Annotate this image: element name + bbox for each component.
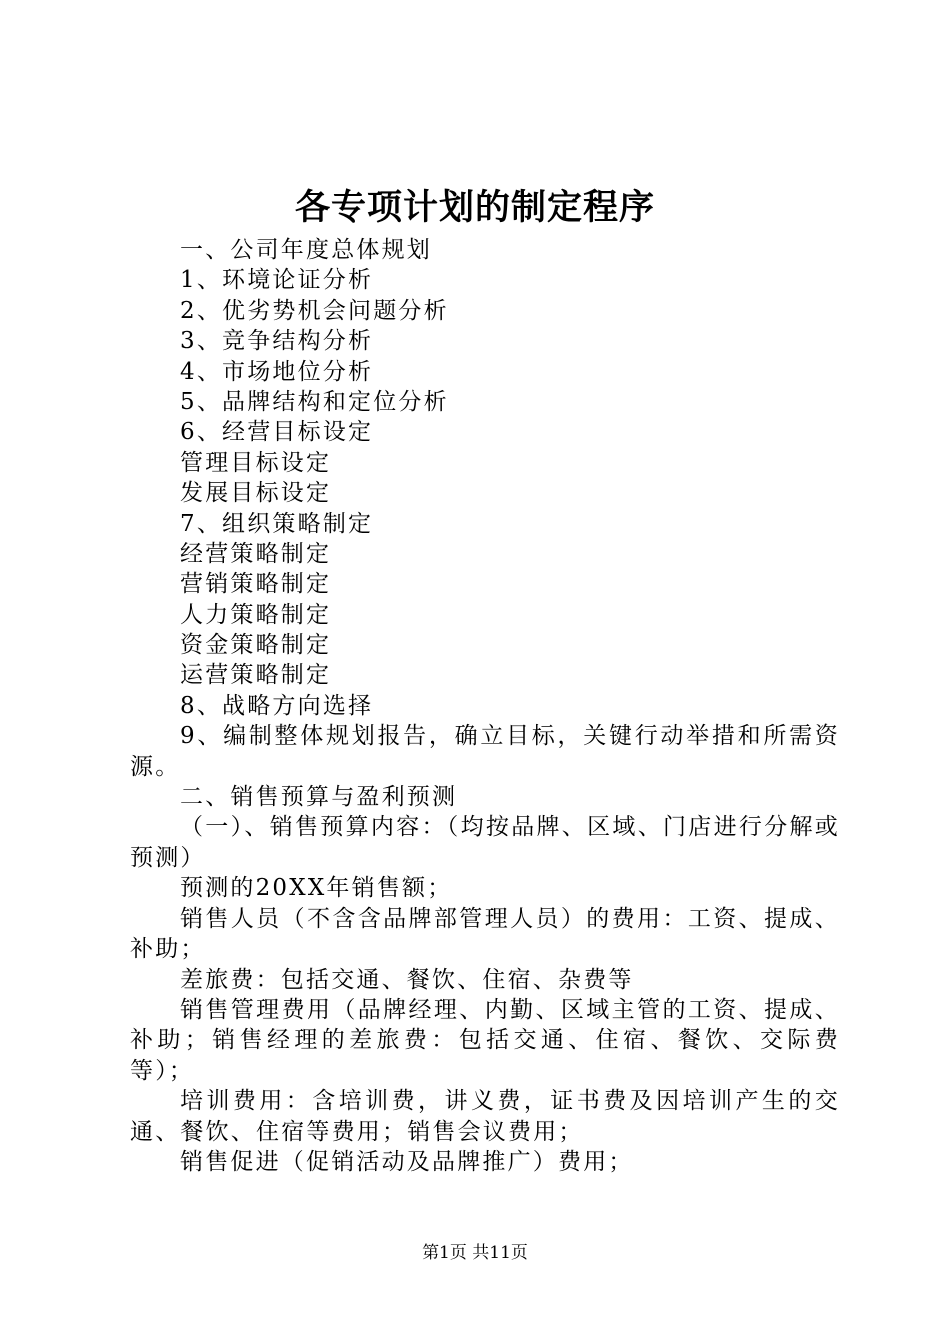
list-item: 1、环境论证分析 xyxy=(180,267,374,294)
list-item: 6、经营目标设定 xyxy=(180,419,374,446)
list-item: 4、市场地位分析 xyxy=(180,358,374,385)
paragraph: 差旅费：包括交通、餐饮、住宿、杂费等 xyxy=(180,966,634,993)
paragraph: 销售促进（促销活动及品牌推广）费用； xyxy=(180,1148,634,1175)
sub-item: 运营策略制定 xyxy=(180,662,332,689)
document-body xyxy=(130,235,840,1177)
paragraph: 培训费用：含培训费，讲义费，证书费及因培训产生的交通、餐饮、住宿等费用；销售会议费用； xyxy=(130,1088,840,1145)
sub-item: 管理目标设定 xyxy=(180,449,332,476)
sub-item: 资金策略制定 xyxy=(180,632,332,659)
list-item: 2、优劣势机会问题分析 xyxy=(180,297,449,324)
sub-item: 营销策略制定 xyxy=(180,571,332,598)
paragraph: 销售人员（不含含品牌部管理人员）的费用：工资、提成、补助； xyxy=(130,905,840,963)
page-footer: 第1页 共11页 xyxy=(422,1243,528,1263)
paragraph: 9、编制整体规划报告，确立目标，关键行动举措和所需资源。 xyxy=(130,723,840,780)
list-item: 7、组织策略制定 xyxy=(180,510,374,537)
section-heading: 一、公司年度总体规划 xyxy=(180,237,432,263)
paragraph: 销售管理费用（品牌经理、内勤、区域主管的工资、提成、补助；销售经理的差旅费：包括交通、住宿、餐饮、交际费等）； xyxy=(130,996,840,1084)
sub-item: 人力策略制定 xyxy=(180,601,332,628)
document-title: 各专项计划的制定程序 xyxy=(294,187,655,228)
paragraph: 预测的20XX年销售额； xyxy=(180,875,453,902)
paragraph: （一）、销售预算内容：（均按品牌、区域、门店进行分解或预测） xyxy=(130,814,840,871)
list-item: 8、战略方向选择 xyxy=(180,692,374,719)
list-item: 3、竞争结构分析 xyxy=(180,328,374,355)
list-item: 5、品牌结构和定位分析 xyxy=(180,388,449,415)
sub-item: 发展目标设定 xyxy=(180,480,332,507)
section-heading: 二、销售预算与盈利预测 xyxy=(180,784,458,811)
sub-item: 经营策略制定 xyxy=(180,540,332,567)
